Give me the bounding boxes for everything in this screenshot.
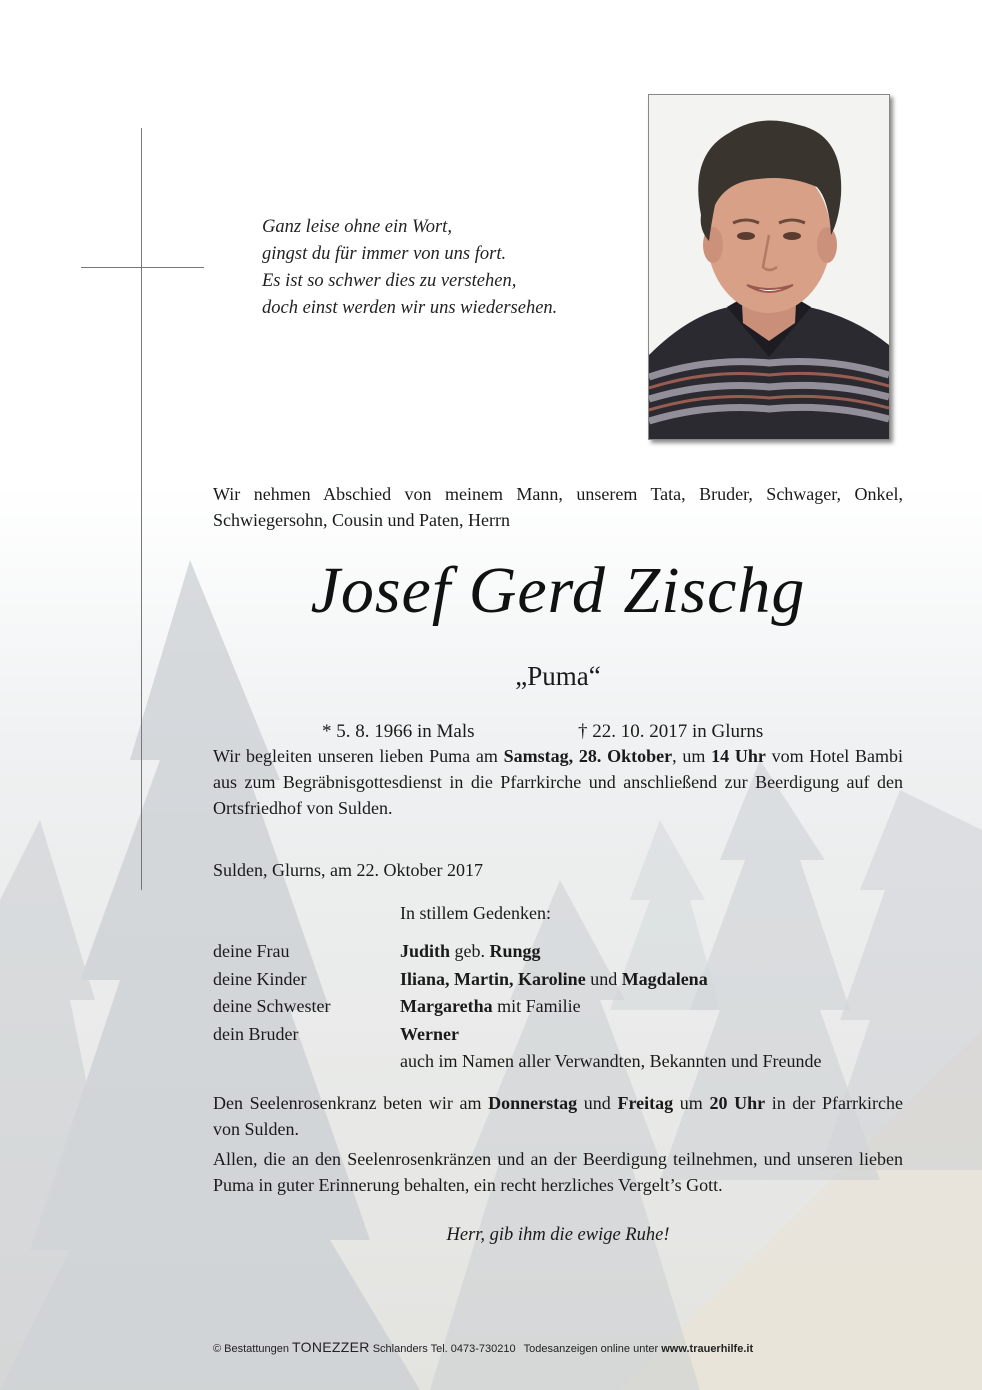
mourner-relation: dein Bruder [213, 1023, 299, 1044]
footer-url[interactable]: www.trauerhilfe.it [661, 1343, 754, 1355]
funeral-notice [213, 743, 903, 821]
mourner-row [213, 1024, 903, 1052]
rosary-day: Freitag [617, 1093, 674, 1113]
mourner-also: auch im Namen aller Verwandten, Bekannten und Freunde [400, 1051, 822, 1071]
mourner-row [213, 996, 903, 1024]
mourner-row [213, 969, 903, 997]
cross-vertical-bar [141, 128, 142, 890]
mourner-names [400, 941, 541, 962]
mourner-relation: deine Kinder [213, 968, 307, 989]
mourner-relation: deine Schwester [213, 996, 331, 1016]
footer-location: Schlanders Tel. 0473-730210 [369, 1343, 516, 1355]
thanks-notice: Allen, die an den Seelenrosenkränzen und an der Beerdigung teilnehmen, und unseren lieben Puma in guter Erinnerung behalten, ein recht herzliches Vergelt’s Gott. [213, 1149, 903, 1195]
poem-line: gingst du für immer von uns fort. [262, 244, 507, 264]
mourner-name: Werner [400, 1023, 459, 1044]
poem-line: Ganz leise ohne ein Wort, [262, 217, 452, 237]
mourner-name: Magdalena [621, 968, 708, 989]
deceased-name: Josef Gerd Zischg [310, 554, 806, 627]
rosary-time: 20 Uhr [709, 1093, 766, 1113]
mourner-name: Martin [454, 968, 510, 989]
cross-horizontal-bar [81, 267, 204, 268]
funeral-day: Samstag, 28. Oktober [503, 746, 673, 766]
footer-prefix: © Bestattungen [213, 1343, 293, 1355]
funeral-text: , um [672, 746, 712, 766]
portrait-photo [648, 94, 890, 440]
rosary-text: in der Pfarrkirche von Sulden. [213, 1093, 903, 1139]
footer-online: Todesanzeigen online unter [523, 1343, 662, 1355]
place-and-date: Sulden, Glurns, am 22. Oktober 2017 [213, 860, 483, 880]
rosary-day: Donnerstag [488, 1093, 578, 1113]
mourner-name: Margaretha [400, 996, 493, 1016]
funeral-time: 14 Uhr [711, 746, 766, 766]
deceased-nickname: „Puma“ [515, 661, 601, 691]
mourner-row [213, 1051, 903, 1079]
farewell-intro: Wir nehmen Abschied von meinem Mann, unserem Tata, Bruder, Schwager, Onkel, Schwiegersohn, Cousin und Paten, Herrn [213, 484, 903, 530]
death-date: † 22. 10. 2017 in Glurns [578, 721, 764, 742]
in-memory-heading: In stillem Gedenken: [400, 903, 551, 923]
poem-line: Es ist so schwer dies zu verstehen, [262, 271, 517, 291]
rosary-text: Den Seelenrosenkranz beten wir am [213, 1093, 489, 1113]
footer-brand: TONEZZER [292, 1339, 370, 1355]
poem [262, 214, 622, 322]
mourner-name: Iliana [400, 968, 446, 989]
footer [213, 1339, 753, 1355]
closing-prayer: Herr, gib ihm die ewige Ruhe! [446, 1225, 670, 1245]
mourner-text: , [445, 968, 455, 989]
mourner-row [213, 941, 903, 969]
funeral-text: vom Hotel Bambi aus zum Begräbnisgottesdienst in die Pfarrkirche und anschließend zur Beerdigung auf den Ortsfriedhof von Sulden. [213, 746, 904, 818]
mourner-names [400, 1024, 459, 1045]
mourner-name: Karoline [518, 968, 586, 989]
mourner-names [400, 996, 581, 1017]
mourner-text: und [585, 968, 622, 989]
mourner-name: Rungg [489, 941, 541, 961]
mourner-text: geb. [450, 941, 490, 961]
mourner-name: Judith [400, 941, 451, 961]
rosary-notice [213, 1090, 903, 1142]
mourner-names [400, 969, 708, 990]
funeral-text: Wir begleiten unseren lieben Puma am [213, 746, 504, 766]
poem-line: doch einst werden wir uns wiedersehen. [262, 298, 558, 318]
mourners-list [213, 941, 903, 1079]
birth-date: * 5. 8. 1966 in Mals [322, 721, 475, 742]
mourner-relation: deine Frau [213, 941, 290, 961]
rosary-text: um [673, 1093, 710, 1113]
mourner-text: , [509, 968, 519, 989]
rosary-text: und [577, 1093, 618, 1113]
mourner-text: mit Familie [492, 996, 581, 1016]
